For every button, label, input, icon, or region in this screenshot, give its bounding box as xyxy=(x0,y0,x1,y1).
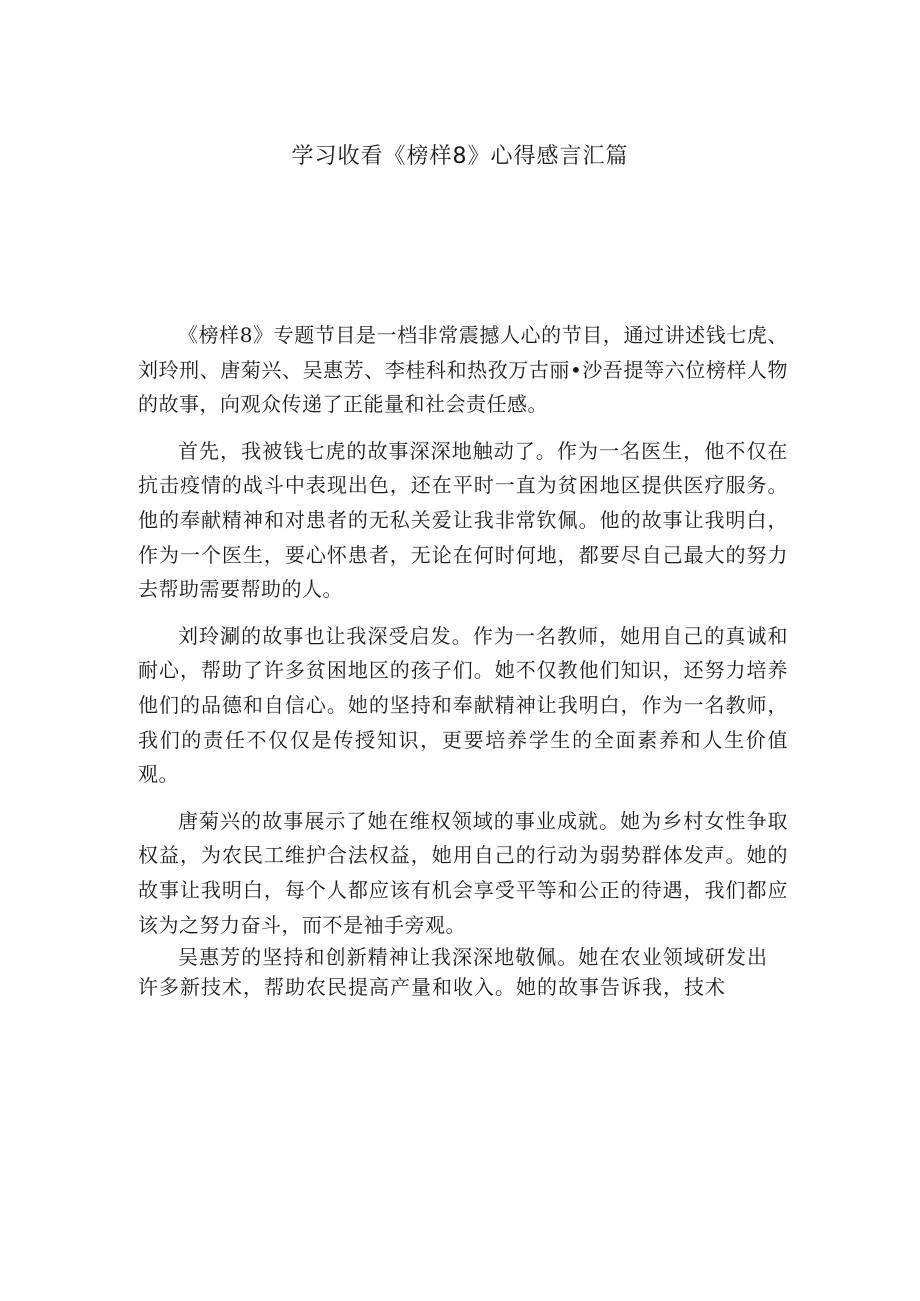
paragraph-wu-huifang: 吴惠芳的坚持和创新精神让我深深地敬佩。她在农业领域研发出许多新技术，帮助农民提高产量和收入。她的故事告诉我，技术 xyxy=(138,945,768,1000)
paragraph-intro: 《榜样8》专题节目是一档非常震撼人心的节目，通过讲述钱七虎、刘玲刑、唐菊兴、吴惠芳、李桂科和热孜万古丽•沙吾提等六位榜样人物的故事，向观众传递了正能量和社会责任感。 xyxy=(138,323,788,417)
document-title: 学习收看《榜样8》心得感言汇篇 xyxy=(291,144,629,169)
paragraph-liu-ling: 刘玲涮的故事也让我深受启发。作为一名教师，她用自己的真诚和耐心，帮助了许多贫困地区的孩子们。她不仅教他们知识，还努力培养他们的品德和自信心。她的坚持和奉献精神让我明白，作为一名教师，我们的责任不仅仅是传授知识，更要培养学生的全面素养和人生价值观。 xyxy=(138,623,788,787)
document-body xyxy=(138,318,788,1002)
paragraph-tang-juxing: 唐菊兴的故事展示了她在维权领域的事业成就。她为乡村女性争取权益，为农民工维护合法权益，她用自己的行动为弱势群体发声。她的故事让我明白，每个人都应该有机会享受平等和公正的待遇，我们都应该为之努力奋斗，而不是袖手旁观。 xyxy=(138,808,788,937)
paragraph-qian-qihu: 首先，我被钱七虎的故事深深地触动了。作为一名医生，他不仅在抗击疫情的战斗中表现出色，还在平时一直为贫困地区提供医疗服务。他的奉献精神和对患者的无私关爱让我非常钦佩。他的故事让我明白，作为一个医生，要心怀患者，无论在何时何地，都要尽自己最大的努力去帮助需要帮助的人。 xyxy=(138,438,788,602)
